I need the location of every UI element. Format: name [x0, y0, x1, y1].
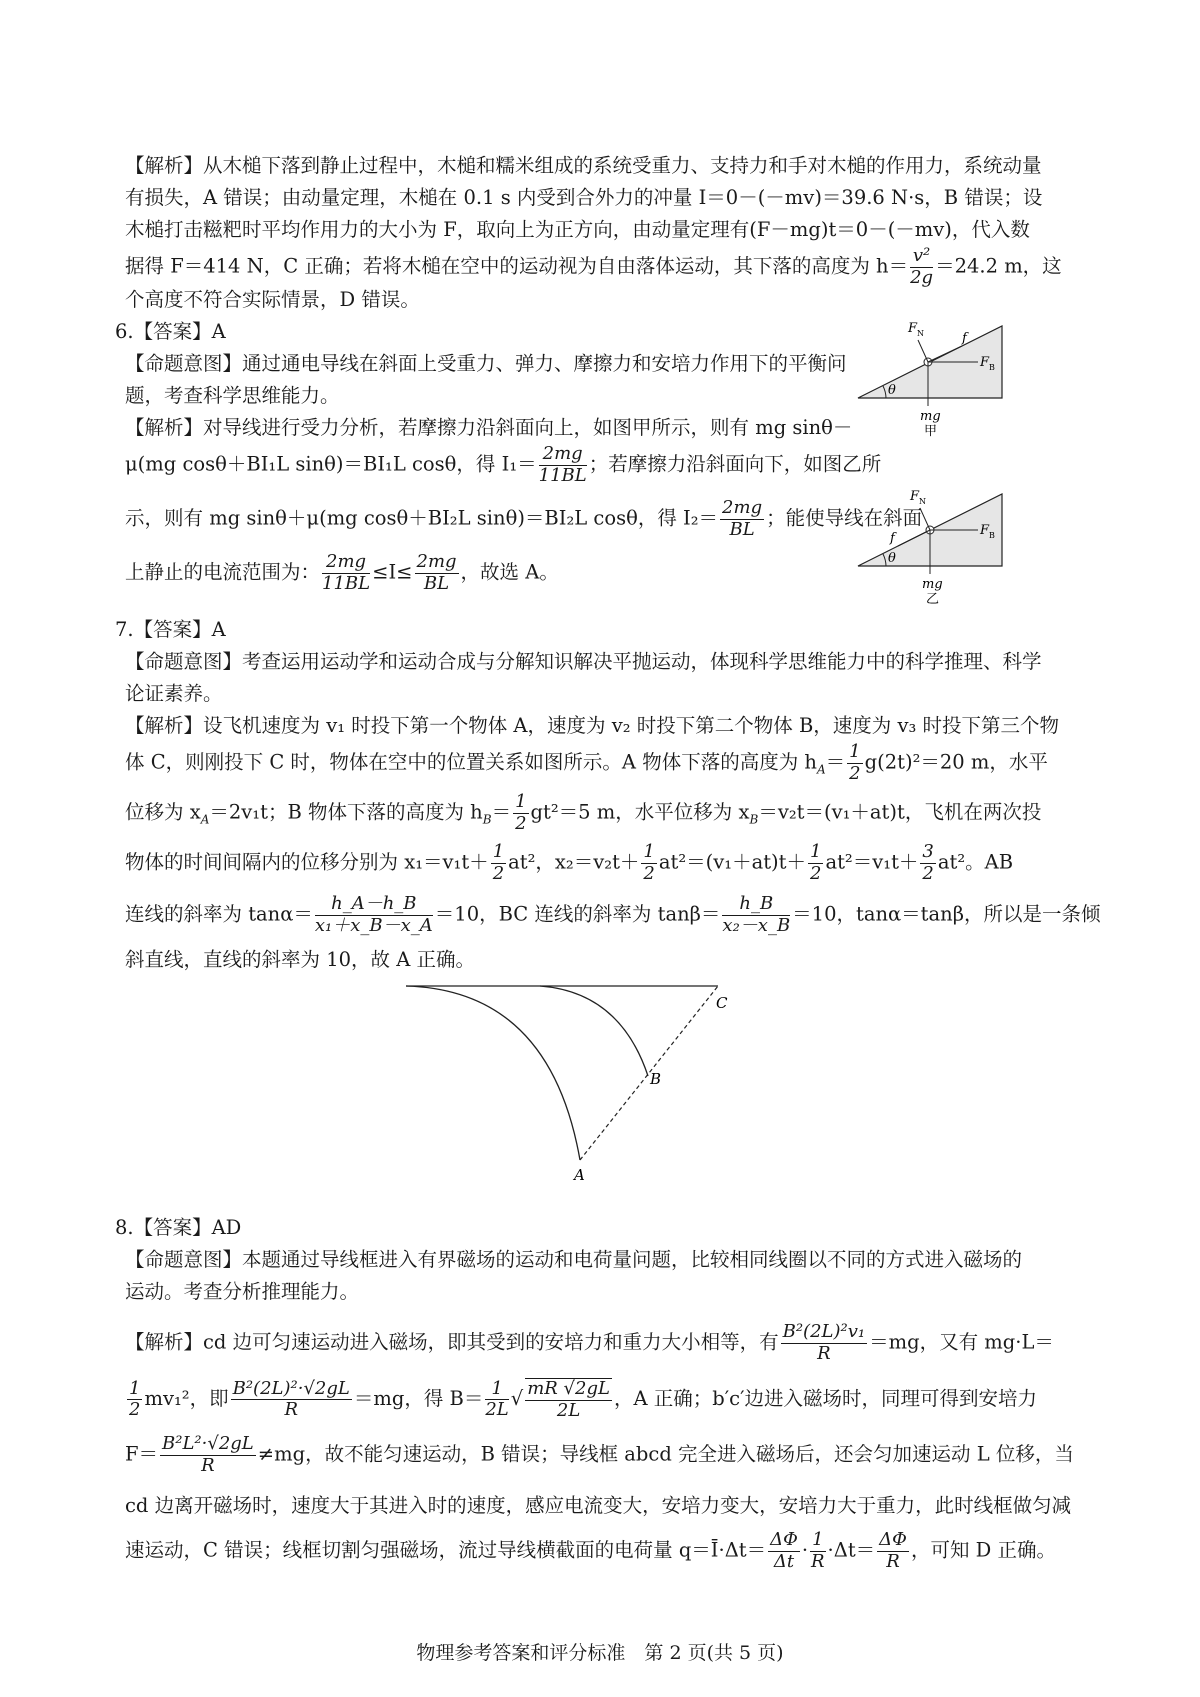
q6-analysis-2	[125, 444, 881, 486]
q8-analysis-5-text-b: ，可知 D 正确。	[910, 1538, 1056, 1562]
fraction-denominator: 2	[643, 862, 655, 884]
q6-analysis-2-text-b: ；若摩擦力沿斜面向下，如图乙所	[588, 452, 882, 476]
q5-line-4	[125, 246, 1062, 288]
q6-analysis-4-inequality: ≤I≤	[372, 560, 413, 584]
q8-answer: 8.【答案】AD	[115, 1216, 242, 1239]
q8-analysis-5-mid: ·Δt＝	[827, 1538, 876, 1562]
fb-label: F	[980, 355, 990, 370]
theta-label: θ	[888, 383, 896, 398]
fraction-numerator: 2mg	[322, 552, 370, 574]
figure-caption: 乙	[926, 592, 940, 606]
fraction	[513, 792, 528, 834]
q5-line-3: 木槌打击糍粑时平均作用力的大小为 F，取向上为正方向，由动量定理有(F－mg)t＝0－(－mv)，代入数	[125, 218, 1030, 241]
fraction-denominator: 2	[515, 812, 527, 834]
q7-analysis-4	[125, 842, 1013, 884]
projectile-trajectory-figure	[400, 980, 750, 1185]
fraction-numerator: 2mg	[722, 497, 763, 518]
q7-analysis-5	[125, 894, 1100, 936]
fraction-numerator: 1	[515, 791, 527, 812]
fraction-numerator: 3	[922, 841, 934, 862]
fraction	[808, 842, 823, 884]
fraction	[768, 1530, 800, 1572]
q8-analysis-5-text-a: 速运动，C 错误；线框切割匀强磁场，流过导线横截面的电荷量 q＝Ī·Δt＝	[125, 1538, 767, 1562]
q7-analysis-4-text-e: at²。AB	[937, 850, 1014, 874]
q8-analysis-3	[125, 1434, 1074, 1476]
q7-analysis-4-text-b: at²，x₂＝v₂t＋	[508, 850, 640, 874]
fraction-denominator: BL	[729, 518, 755, 540]
q6-analysis-4-text-b: ，故选 A。	[460, 560, 559, 584]
q6-analysis-4	[125, 552, 559, 594]
fraction-denominator: 2	[849, 762, 861, 784]
q5-line-2: 有损失，A 错误；由动量定理，木槌在 0.1 s 内受到合外力的冲量 I＝0－(－mv)＝39.6 N·s，B 错误；设	[125, 186, 1043, 209]
fraction-denominator: 2	[922, 862, 934, 884]
q8-analysis-2-text-a: mv₁²，即	[144, 1387, 229, 1411]
fraction-numerator: B²(2L)²v₁	[782, 1321, 866, 1342]
fn-label: F	[908, 321, 918, 336]
q8-analysis-1-text-b: ＝mg，又有 mg·L＝	[869, 1330, 1054, 1354]
q7-analysis-4-text-c: at²＝(v₁＋at)t＋	[658, 850, 806, 874]
fraction	[781, 1322, 868, 1364]
fraction	[160, 1434, 256, 1476]
q7-analysis-3: 位移为 $x_A=2v_1t$；B 物体下落的高度为 $h_B=$ $\frac{1}{2}$ gt²＝5 m，水平位移为 $x_B=v_2t=(v_1+at)t$，飞机在两次投	[125, 791, 1042, 834]
fraction-numerator: 2mg	[416, 551, 457, 572]
q5-line-1: 【解析】从木槌下落到静止过程中，木槌和糯米组成的系统受重力、支持力和手对木槌的作用力，系统动量	[125, 154, 1042, 177]
fraction-numerator: B²(2L)²·√2gL	[232, 1377, 350, 1399]
fraction-numerator: 1	[129, 1377, 141, 1399]
fraction-denominator: R	[201, 1454, 215, 1476]
fraction-denominator: 2g	[910, 266, 934, 288]
q6-analysis-3-text-a: 示，则有 mg sinθ＋μ(mg cosθ＋BI₂L sinθ)＝BI₂L cosθ，得 I₂＝	[125, 506, 719, 530]
q8-analysis-3-text-b: ≠mg，故不能匀速运动，B 错误；导线框 abcd 完全进入磁场后，还会匀加速运动 L 位移，当	[257, 1442, 1074, 1466]
fraction	[415, 552, 459, 594]
fb-sub: B	[989, 531, 995, 540]
theta-label: θ	[888, 551, 896, 566]
normal-force-arrow	[918, 340, 928, 362]
q6-analysis-3-text-b: ；能使导线在斜面	[766, 506, 923, 530]
fraction	[231, 1379, 352, 1421]
mg-label: mg	[922, 577, 943, 592]
fraction-denominator: Δt	[773, 1550, 795, 1572]
q7-analysis-5-text-a: 连线的斜率为 tanα＝	[125, 902, 313, 926]
q7-analysis-5-text-b: ＝10，BC 连线的斜率为 tanβ＝	[434, 902, 721, 926]
fraction-numerator: 1	[643, 841, 655, 862]
q8-intent-2: 运动。考查分析推理能力。	[125, 1280, 360, 1303]
fraction	[315, 894, 433, 936]
incline-figure-jia	[850, 318, 1020, 438]
fraction	[722, 894, 790, 936]
f-label: f	[890, 531, 895, 546]
fraction-denominator: R	[817, 1342, 831, 1364]
point-c-label: C	[716, 994, 728, 1012]
fraction-denominator: 2L	[485, 1399, 509, 1421]
sqrt-fraction	[525, 1378, 612, 1421]
q8-analysis-2-text-c: ，A 正确；b′c′边进入磁场时，同理可得到安培力	[613, 1387, 1037, 1411]
fraction-numerator: ΔΦ	[879, 1529, 907, 1550]
fraction	[322, 552, 370, 594]
fraction-denominator: R	[886, 1550, 900, 1572]
fraction-denominator: 2	[810, 862, 822, 884]
fraction-numerator: 1	[812, 1529, 824, 1550]
fraction-denominator: 11BL	[538, 464, 587, 486]
point-a-label: A	[574, 1166, 585, 1184]
fraction-numerator: B²L²·√2gL	[162, 1433, 254, 1454]
q5-line-4-text-a: 据得 F＝414 N，C 正确；若将木槌在空中的运动视为自由落体运动，其下落的高度为 h＝	[125, 254, 909, 278]
q5-line-5: 个高度不符合实际情景，D 错误。	[125, 288, 420, 311]
q5-line-4-text-b: ＝24.2 m，这	[935, 254, 1062, 278]
fraction	[641, 842, 656, 884]
fraction-denominator: 2L	[556, 1399, 581, 1421]
fraction-denominator: R	[284, 1399, 298, 1421]
q8-analysis-4: cd 边离开磁场时，速度大于其进入时的速度，感应电流变大，安培力变大，安培力大于重力，此时线框做匀减	[125, 1494, 1072, 1517]
q7-analysis-2-text-b: g(2t)²＝20 m，水平	[864, 750, 1048, 774]
fraction	[877, 1530, 909, 1572]
q7-analysis-3-text-b: ＝2v₁t；B 物体下落的高度为 h	[209, 800, 483, 824]
dashed-line-abc	[580, 986, 718, 1160]
q6-intent-1: 【命题意图】通过通电导线在斜面上受重力、弹力、摩擦力和安培力作用下的平衡问	[125, 352, 847, 375]
fraction-numerator: ΔΦ	[770, 1529, 798, 1550]
trajectory-b	[540, 986, 648, 1076]
fraction	[810, 1530, 825, 1572]
q7-analysis-3-text-c: gt²＝5 m，水平位移为 x	[530, 800, 750, 824]
q7-analysis-6: 斜直线，直线的斜率为 10，故 A 正确。	[125, 948, 475, 971]
fraction-numerator: h_B	[722, 894, 790, 916]
q7-analysis-3-text-d: ＝v₂t＝(v₁＋at)t，飞机在两次投	[758, 800, 1042, 824]
q6-analysis-3	[125, 498, 922, 540]
fraction-denominator: 2	[129, 1399, 141, 1421]
q8-analysis-2-text-b: ＝mg，得 B＝	[353, 1387, 484, 1411]
q8-analysis-5: 速运动，C 错误；线框切割匀强磁场，流过导线横截面的电荷量 q＝Ī·Δt＝ $\frac{\Delta\Phi}{\Delta t}$ · $\frac{1}{R}$ ·Δt＝ $\frac{\Delta\Phi}{R}$ ，可知 D 正确。	[125, 1529, 1056, 1572]
fraction	[539, 444, 587, 486]
mg-label: mg	[920, 409, 941, 424]
fraction-numerator: v²	[910, 246, 933, 268]
f-label: f	[962, 331, 967, 346]
incline-figure-yi	[850, 486, 1020, 606]
normal-force-arrow	[920, 508, 930, 530]
fraction-numerator: mR √2gL	[527, 1378, 610, 1399]
fraction-denominator: 11BL	[322, 572, 371, 594]
fraction	[491, 842, 506, 884]
fraction	[910, 246, 933, 288]
q8-analysis-3-text-a: F＝	[125, 1442, 159, 1466]
q7-intent-1: 【命题意图】考查运用运动学和运动合成与分解知识解决平抛运动，体现科学思维能力中的科学推理、科学	[125, 650, 1042, 673]
q7-analysis-2: 体 C，则刚投下 C 时，物体在空中的位置关系如图所示。A 物体下落的高度为 $h_A=$ $\frac{1}{2}$ g(2t)²＝20 m，水平	[125, 741, 1048, 784]
fraction-numerator: 1	[849, 741, 861, 762]
q8-intent-1: 【命题意图】本题通过导线框进入有界磁场的运动和电荷量问题，比较相同线圈以不同的方式进入磁场的	[125, 1248, 1023, 1271]
fraction-denominator: BL	[423, 572, 450, 594]
q7-analysis-3-text-a: 位移为 x	[125, 800, 201, 824]
q8-analysis-1-text-a: 【解析】cd 边可匀速运动进入磁场，即其受到的安培力和重力大小相等，有	[125, 1330, 779, 1354]
trajectory-a	[406, 986, 580, 1160]
fraction	[485, 1379, 508, 1421]
fb-sub: B	[989, 363, 995, 372]
fraction	[127, 1379, 142, 1421]
fn-sub: N	[917, 329, 924, 338]
fraction-denominator: 2	[492, 862, 505, 884]
fn-sub: N	[919, 497, 926, 506]
q8-analysis-1	[125, 1322, 1054, 1364]
fraction-denominator: x₁＋x_B－x_A	[314, 914, 433, 936]
point-b-label: B	[650, 1070, 662, 1088]
fraction-denominator: x₂－x_B	[722, 914, 791, 936]
fraction	[920, 842, 935, 884]
q7-analysis-1: 【解析】设飞机速度为 v₁ 时投下第一个物体 A，速度为 v₂ 时投下第二个物体 B，速度为 v₃ 时投下第三个物	[125, 714, 1060, 737]
fraction-numerator: 1	[810, 841, 822, 862]
fraction-numerator: h_A－h_B	[315, 894, 433, 916]
q7-analysis-2-text-a: 体 C，则刚投下 C 时，物体在空中的位置关系如图所示。A 物体下落的高度为 h	[125, 750, 817, 774]
page-footer: 物理参考答案和评分标准 第 2 页(共 5 页)	[416, 1642, 784, 1664]
fraction-numerator: 1	[492, 841, 505, 862]
fraction-numerator: 1	[485, 1379, 508, 1401]
q7-answer: 7.【答案】A	[115, 618, 226, 641]
fraction	[720, 498, 764, 540]
q6-answer: 6.【答案】A	[115, 320, 226, 343]
q7-analysis-4-text-d: at²＝v₁t＋	[825, 850, 919, 874]
fb-label: F	[980, 523, 990, 538]
fraction-numerator: 2mg	[539, 444, 587, 466]
q7-analysis-4-text-a: 物体的时间间隔内的位移分别为 x₁＝v₁t＋	[125, 850, 489, 874]
q6-intent-2: 题，考查科学思维能力。	[125, 384, 340, 407]
q7-analysis-5-text-c: ＝10，tanα＝tanβ，所以是一条倾	[792, 902, 1101, 926]
q7-intent-2: 论证素养。	[125, 682, 223, 705]
q6-analysis-1: 【解析】对导线进行受力分析，若摩擦力沿斜面向上，如图甲所示，则有 mg sinθ－	[125, 416, 853, 439]
fn-label: F	[910, 489, 920, 504]
fraction	[847, 742, 862, 784]
figure-caption: 甲	[924, 424, 938, 438]
fraction-denominator: R	[811, 1550, 825, 1572]
q8-analysis-2: $\frac{1}{2}$ mv₁²，即 $\frac{\text{B²(2L)²·√2gL}}{R}$ ＝mg，得 B＝ $\frac{1}{2L}$ √ $\frac{mR √2gL}{2L}$ ，A 正确；b′c′边进入磁场时，同理可得到安培力	[129, 1377, 1037, 1421]
q6-analysis-2-text-a: μ(mg cosθ＋BI₁L sinθ)＝BI₁L cosθ，得 I₁＝	[125, 452, 537, 476]
q6-analysis-4-text-a: 上静止的电流范围为：	[125, 560, 321, 584]
